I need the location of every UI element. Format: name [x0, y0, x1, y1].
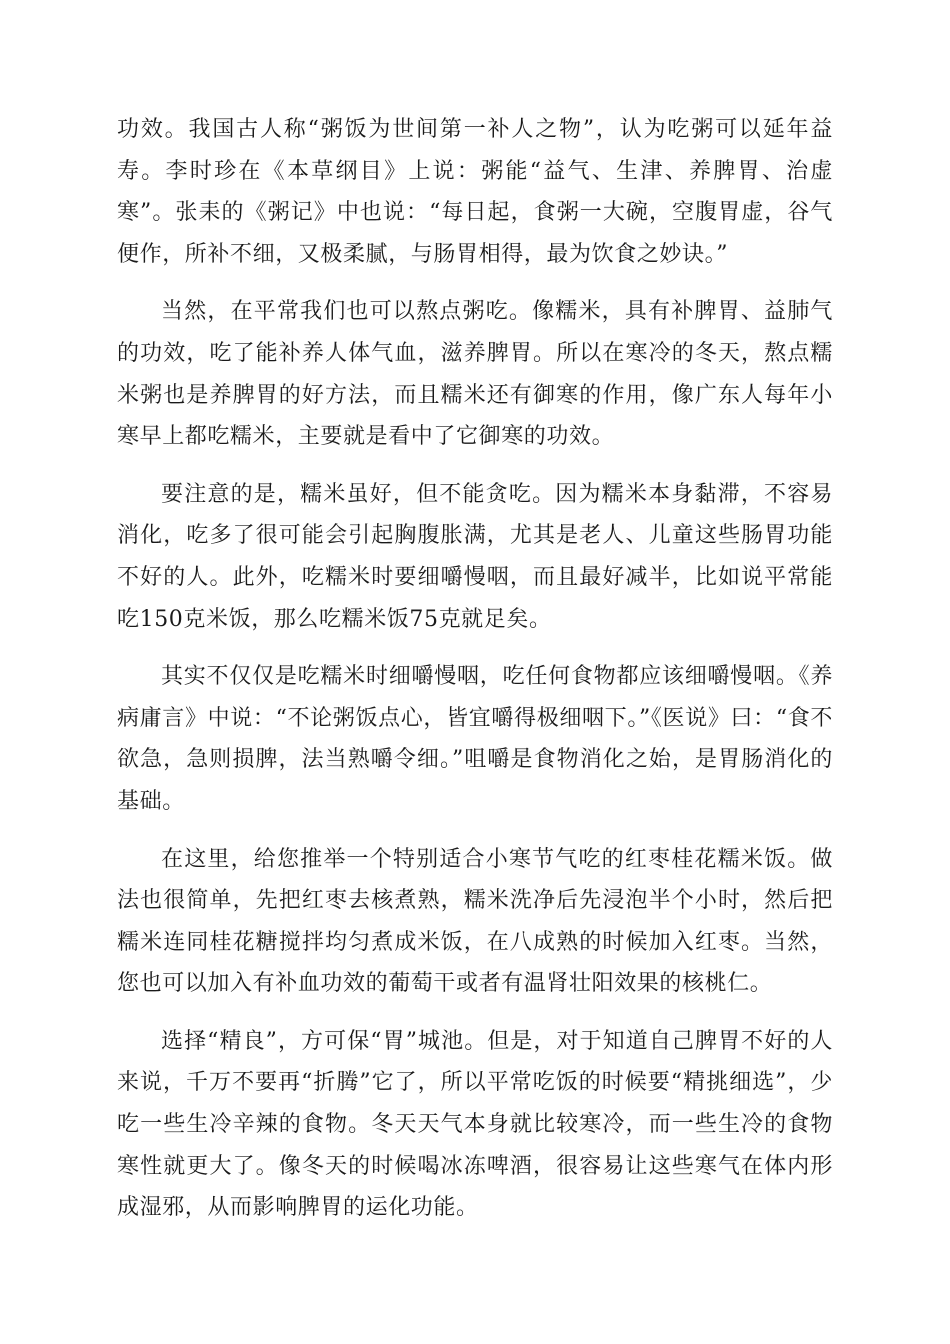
paragraph-6: 选择“精良”，方可保“胃”城池。但是，对于知道自己脾胃不好的人来说，千万不要再“折腾”它了，所以平常吃饭的时候要“精挑细选”，少吃一些生冷辛辣的食物。冬天天气本身就比较寒冷，而一些生冷的食物寒性就更大了。像冬天的时候喝冰冻啤酒，很容易让这些寒气在体内形成湿邪，从而影响脾胃的运化功能。 — [117, 1028, 833, 1221]
paragraph-1: 功效。我国古人称“粥饭为世间第一补人之物”，认为吃粥可以延年益寿。李时珍在《本草纲目》上说：粥能“益气、生津、养脾胃、治虚寒”。张耒的《粥记》中也说：“每日起，食粥一大碗，空腹胃虚，谷气便作，所补不细，又极柔腻，与肠胃相得，最为饮食之妙诀。” — [117, 117, 833, 267]
paragraph-2: 当然，在平常我们也可以熬点粥吃。像糯米，具有补脾胃、益肺气的功效，吃了能补养人体气血，滋养脾胃。所以在寒冷的冬天，熬点糯米粥也是养脾胃的好方法，而且糯米还有御寒的作用，像广东人每年小寒早上都吃糯米，主要就是看中了它御寒的功效。 — [117, 299, 833, 450]
document-body — [117, 109, 833, 1245]
paragraph-4: 其实不仅仅是吃糯米时细嚼慢咽，吃任何食物都应该细嚼慢咽。《养病庸言》中说：“不论粥饭点心，皆宜嚼得极细咽下。”《医说》曰：“食不欲急，急则损脾，法当熟嚼令细。”咀嚼是食物消化之始，是胃肠消化的基础。 — [117, 664, 833, 814]
paragraph-3: 要注意的是，糯米虽好，但不能贪吃。因为糯米本身黏滞，不容易消化，吃多了很可能会引起胸腹胀满，尤其是老人、儿童这些肠胃功能不好的人。此外，吃糯米时要细嚼慢咽，而且最好减半，比如说平常能吃150克米饭，那么吃糯米饭75克就足矣。 — [117, 481, 833, 632]
paragraph-5: 在这里，给您推举一个特别适合小寒节气吃的红枣桂花糯米饭。做法也很简单，先把红枣去核煮熟，糯米洗净后先浸泡半个小时，然后把糯米连同桂花糖搅拌均匀煮成米饭，在八成熟的时候加入红枣。当然，您也可以加入有补血功效的葡萄干或者有温肾壮阳效果的核桃仁。 — [117, 846, 833, 997]
